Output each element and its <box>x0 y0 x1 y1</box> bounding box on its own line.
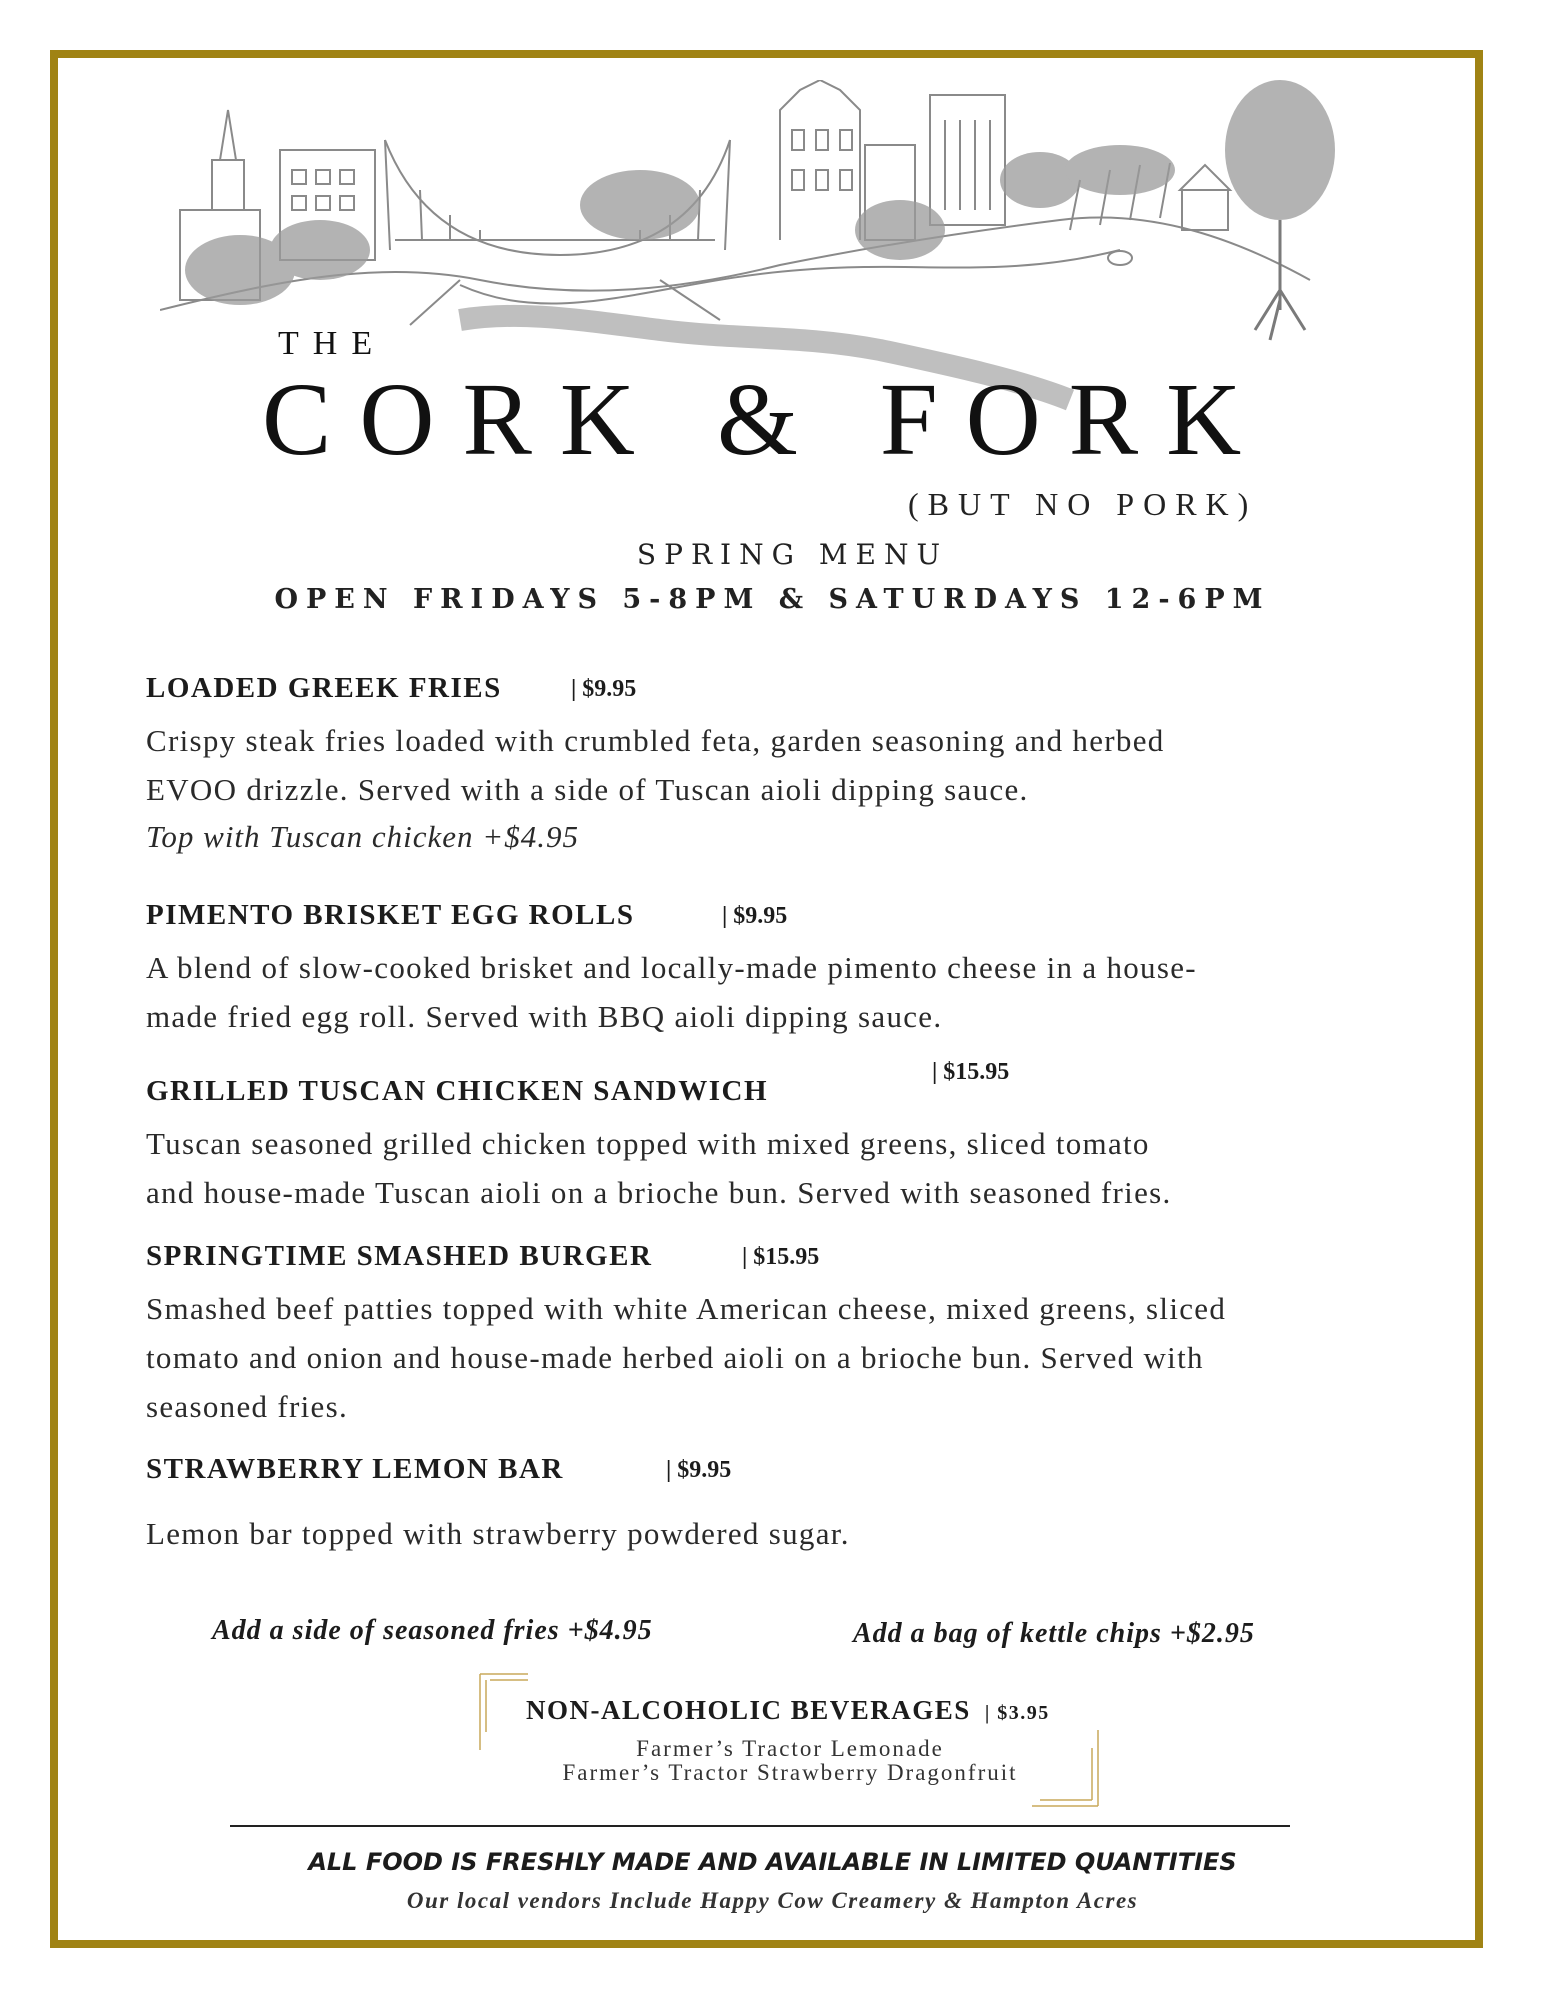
menu-item <box>146 1240 1406 1431</box>
item-description-line: and house-made Tuscan aioli on a brioche bun. Served with seasoned fries. <box>146 1175 1172 1210</box>
item-name: PIMENTO BRISKET EGG ROLLS <box>146 899 635 931</box>
addon-chips: Add a bag of kettle chips +$2.95 <box>853 1618 1255 1649</box>
item-price: | $9.95 <box>722 903 788 929</box>
item-description-line: EVOO drizzle. Served with a side of Tuscan aioli dipping sauce. <box>146 772 1029 807</box>
addon-fries: Add a side of seasoned fries +$4.95 <box>212 1615 653 1646</box>
item-description-line: tomato and onion and house-made herbed aioli on a brioche bun. Served with <box>146 1340 1204 1375</box>
beverages-heading <box>526 1695 1050 1726</box>
beverages-price: | $3.95 <box>984 1702 1050 1724</box>
item-description-line: Tuscan seasoned grilled chicken topped with mixed greens, sliced tomato <box>146 1126 1150 1161</box>
menu-item <box>146 672 1406 860</box>
title-the: THE <box>278 325 387 362</box>
beverage-item: Farmer’s Tractor Lemonade <box>636 1736 944 1761</box>
item-price: | $15.95 <box>742 1244 820 1270</box>
item-name: SPRINGTIME SMASHED BURGER <box>146 1240 653 1272</box>
item-price: | $9.95 <box>571 676 637 702</box>
divider-line <box>230 1825 1290 1827</box>
item-description-line: Lemon bar topped with strawberry powdered sugar. <box>146 1516 850 1551</box>
menu-item <box>146 1453 1406 1558</box>
item-price: | $9.95 <box>666 1457 732 1483</box>
item-note: Top with Tuscan chicken +$4.95 <box>146 819 579 854</box>
opening-hours: OPEN FRIDAYS 5-8PM & SATURDAYS 12-6PM <box>274 584 1271 615</box>
freshness-notice: ALL FOOD IS FRESHLY MADE AND AVAILABLE IN LIMITED QUANTITIES <box>308 1848 1237 1876</box>
menu-item <box>146 899 1406 1041</box>
item-description-line: made fried egg roll. Served with BBQ aioli dipping sauce. <box>146 999 943 1034</box>
beverage-item: Farmer’s Tractor Strawberry Dragonfruit <box>562 1760 1018 1785</box>
item-name: LOADED GREEK FRIES <box>146 672 502 704</box>
menu-name: SPRING MENU <box>636 538 949 571</box>
local-vendors-note: Our local vendors Include Happy Cow Creamery & Hampton Acres <box>406 1888 1139 1913</box>
restaurant-tagline: (BUT NO PORK) <box>908 486 1258 522</box>
item-name: STRAWBERRY LEMON BAR <box>146 1453 564 1485</box>
item-description-line: Crispy steak fries loaded with crumbled feta, garden seasoning and herbed <box>146 723 1165 758</box>
item-description-line: A blend of slow-cooked brisket and locally-made pimento cheese in a house- <box>146 950 1197 985</box>
item-description-line: seasoned fries. <box>146 1389 348 1424</box>
menu-item <box>146 1059 1406 1217</box>
item-description-line: Smashed beef patties topped with white American cheese, mixed greens, sliced <box>146 1291 1227 1326</box>
restaurant-name: CORK & FORK <box>262 362 1270 477</box>
item-name: GRILLED TUSCAN CHICKEN SANDWICH <box>146 1075 769 1107</box>
beverages-title: NON-ALCOHOLIC BEVERAGES <box>526 1695 971 1725</box>
item-price: | $15.95 <box>932 1059 1010 1085</box>
